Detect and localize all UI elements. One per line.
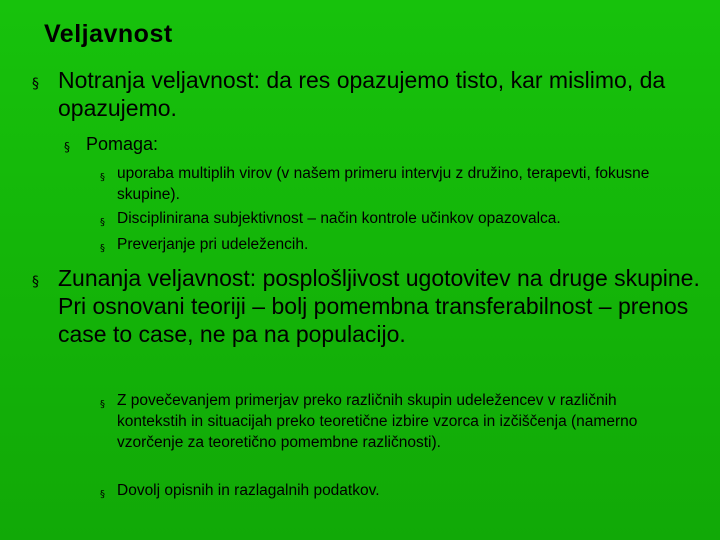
subbullet-helps [64, 133, 664, 155]
bullet-marker-icon: § [100, 489, 105, 500]
bullet-marker-icon: § [100, 399, 105, 410]
bullet-marker-icon: § [32, 274, 39, 290]
bullet-marker-icon: § [32, 76, 39, 92]
subsubbullet-text: uporaba multiplih virov (v našem primeru intervju z družino, terapevti, fokusne skupine). [117, 165, 650, 203]
slide-title: Veljavnost [44, 20, 173, 48]
bullet-external-validity [32, 264, 702, 348]
subsubbullet-text: Disciplinirana subjektivnost – način kontrole učinkov opazovalca. [117, 210, 561, 227]
subbullet-text: Z povečevanjem primerjav preko različnih skupin udeležencev v različnih kontekstih in situacijah preko teoretične izbire vzorca in izčiščenja (namerno vzorčenje za teoretično pomembne različnosti). [117, 392, 638, 451]
bullet-text: Zunanja veljavnost: posplošljivost ugotovitev na druge skupine. Pri osnovani teoriji – bolj pomembna transferabilnost – prenos case to case, ne pa na populacijo. [58, 265, 700, 347]
bullet-text: Notranja veljavnost: da res opazujemo tisto, kar mislimo, da opazujemo. [58, 67, 666, 121]
subsubbullet-text: Preverjanje pri udeležencih. [117, 236, 309, 253]
subsubbullet-multiple-sources [100, 163, 690, 205]
subbullet-comparisons [100, 390, 690, 453]
subsubbullet-member-check [100, 234, 690, 255]
bullet-internal-validity [32, 66, 672, 122]
subbullet-enough-data [100, 480, 690, 501]
bullet-marker-icon: § [100, 172, 105, 183]
bullet-marker-icon: § [64, 140, 70, 154]
subsubbullet-disciplined-subjectivity [100, 208, 700, 229]
bullet-marker-icon: § [100, 243, 105, 254]
subbullet-text: Dovolj opisnih in razlagalnih podatkov. [117, 482, 380, 499]
bullet-marker-icon: § [100, 217, 105, 228]
subbullet-text: Pomaga: [86, 134, 159, 154]
